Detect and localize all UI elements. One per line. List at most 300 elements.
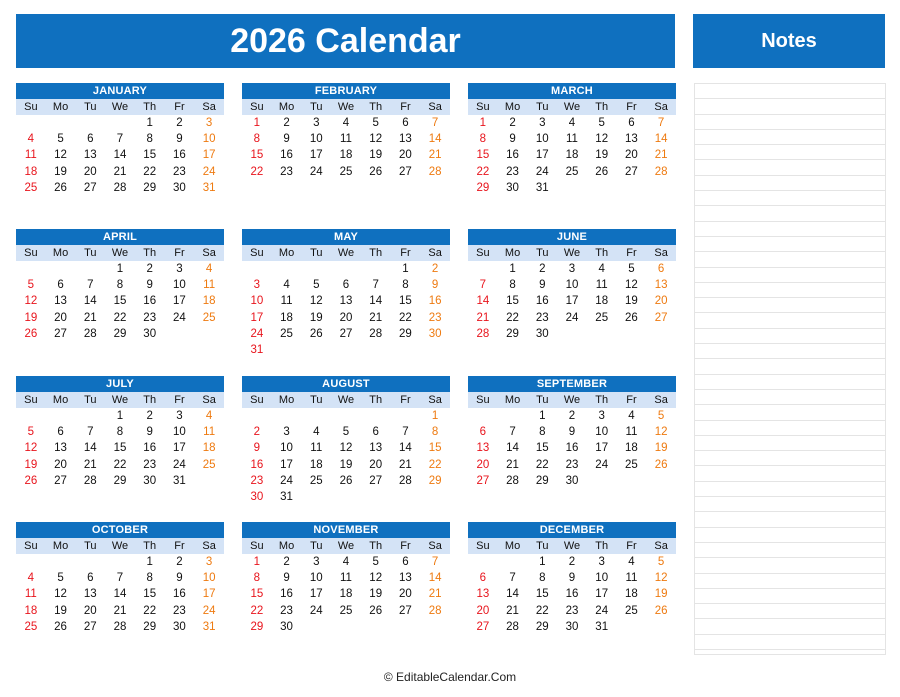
day-cell[interactable]: 4 (313, 426, 320, 439)
day-cell[interactable]: 6 (372, 426, 379, 439)
day-cell[interactable]: 11 (310, 442, 323, 455)
day-cell[interactable]: 9 (176, 572, 183, 585)
day-cell[interactable]: 31 (202, 620, 216, 633)
day-cell[interactable]: 8 (253, 133, 261, 146)
day-cell[interactable]: 19 (369, 149, 383, 162)
day-cell[interactable]: 22 (399, 311, 412, 324)
day-cell[interactable]: 25 (202, 458, 216, 471)
day-cell[interactable]: 22 (250, 604, 264, 617)
day-cell[interactable]: 30 (143, 474, 157, 487)
note-line[interactable] (695, 466, 885, 481)
day-cell[interactable]: 26 (309, 327, 323, 340)
day-cell[interactable]: 28 (83, 474, 97, 487)
day-cell[interactable]: 2 (509, 117, 516, 130)
day-cell[interactable]: 14 (428, 133, 442, 146)
day-cell[interactable]: 9 (253, 442, 261, 455)
day-cell[interactable]: 19 (24, 458, 38, 471)
day-cell[interactable]: 17 (595, 442, 609, 455)
day-cell[interactable]: 22 (143, 604, 157, 617)
day-cell[interactable]: 23 (143, 458, 157, 471)
day-cell[interactable]: 11 (340, 572, 352, 585)
day-cell[interactable]: 9 (509, 133, 516, 146)
day-cell[interactable]: 18 (309, 458, 323, 471)
note-line[interactable] (695, 405, 885, 420)
day-cell[interactable]: 16 (173, 149, 186, 162)
day-cell[interactable]: 1 (116, 410, 124, 423)
note-line[interactable] (695, 482, 885, 497)
day-cell[interactable]: 21 (369, 311, 383, 324)
day-cell[interactable]: 3 (205, 117, 213, 130)
day-cell[interactable]: 15 (113, 442, 127, 455)
day-cell[interactable]: 5 (57, 133, 64, 146)
day-cell[interactable]: 8 (479, 133, 487, 146)
day-cell[interactable]: 24 (280, 474, 293, 487)
day-cell[interactable]: 14 (113, 588, 127, 601)
day-cell[interactable]: 10 (280, 442, 293, 455)
day-cell[interactable]: 29 (476, 181, 490, 194)
day-cell[interactable]: 8 (402, 279, 409, 292)
day-cell[interactable]: 20 (399, 588, 412, 601)
day-cell[interactable]: 28 (113, 620, 127, 633)
footer-copyright[interactable]: © EditableCalendar.Com (383, 670, 517, 684)
note-line[interactable] (695, 252, 885, 267)
day-cell[interactable]: 1 (402, 263, 409, 276)
day-cell[interactable]: 3 (313, 117, 320, 130)
day-cell[interactable]: 19 (625, 295, 638, 308)
day-cell[interactable]: 30 (280, 620, 293, 633)
day-cell[interactable]: 18 (24, 165, 38, 178)
day-cell[interactable]: 24 (202, 604, 216, 617)
day-cell[interactable]: 21 (506, 458, 519, 471)
day-cell[interactable]: 2 (253, 426, 261, 439)
day-cell[interactable]: 2 (431, 263, 439, 276)
day-cell[interactable]: 2 (283, 556, 290, 569)
day-cell[interactable]: 13 (83, 588, 97, 601)
day-cell[interactable]: 30 (565, 474, 579, 487)
day-cell[interactable]: 10 (173, 279, 186, 292)
note-line[interactable] (695, 436, 885, 451)
day-cell[interactable]: 7 (657, 117, 665, 130)
day-cell[interactable]: 7 (509, 572, 516, 585)
day-cell[interactable]: 20 (369, 458, 383, 471)
day-cell[interactable]: 14 (83, 295, 97, 308)
note-line[interactable] (695, 344, 885, 359)
note-line[interactable] (695, 313, 885, 328)
day-cell[interactable]: 26 (24, 327, 38, 340)
day-cell[interactable]: 23 (173, 165, 186, 178)
day-cell[interactable]: 20 (83, 165, 97, 178)
day-cell[interactable]: 17 (202, 588, 216, 601)
day-cell[interactable]: 21 (476, 311, 490, 324)
day-cell[interactable]: 21 (113, 165, 127, 178)
day-cell[interactable]: 24 (250, 327, 264, 340)
day-cell[interactable]: 28 (83, 327, 97, 340)
day-cell[interactable]: 9 (146, 426, 153, 439)
day-cell[interactable]: 22 (476, 165, 490, 178)
day-cell[interactable]: 27 (369, 474, 383, 487)
day-cell[interactable]: 22 (143, 165, 157, 178)
day-cell[interactable]: 7 (372, 279, 379, 292)
day-cell[interactable]: 10 (595, 572, 609, 585)
day-cell[interactable]: 5 (57, 572, 64, 585)
day-cell[interactable]: 7 (402, 426, 409, 439)
day-cell[interactable]: 12 (24, 295, 38, 308)
day-cell[interactable]: 30 (143, 327, 157, 340)
day-cell[interactable]: 13 (654, 279, 668, 292)
day-cell[interactable]: 11 (280, 295, 293, 308)
day-cell[interactable]: 1 (509, 263, 516, 276)
day-cell[interactable]: 28 (506, 620, 519, 633)
day-cell[interactable]: 20 (54, 458, 67, 471)
day-cell[interactable]: 6 (402, 117, 409, 130)
day-cell[interactable]: 16 (506, 149, 519, 162)
day-cell[interactable]: 14 (113, 149, 127, 162)
day-cell[interactable]: 14 (428, 572, 442, 585)
day-cell[interactable]: 22 (250, 165, 264, 178)
day-cell[interactable]: 20 (399, 149, 412, 162)
day-cell[interactable]: 8 (116, 426, 124, 439)
day-cell[interactable]: 4 (598, 263, 605, 276)
day-cell[interactable]: 6 (57, 426, 64, 439)
day-cell[interactable]: 17 (565, 295, 579, 308)
day-cell[interactable]: 5 (372, 117, 379, 130)
note-line[interactable] (695, 84, 885, 99)
day-cell[interactable]: 4 (342, 556, 350, 569)
day-cell[interactable]: 21 (83, 311, 97, 324)
day-cell[interactable]: 12 (595, 133, 609, 146)
note-line[interactable] (695, 604, 885, 619)
day-cell[interactable]: 31 (250, 344, 264, 357)
day-cell[interactable]: 19 (54, 604, 67, 617)
day-cell[interactable]: 24 (309, 165, 323, 178)
day-cell[interactable]: 20 (54, 311, 67, 324)
day-cell[interactable]: 29 (143, 620, 157, 633)
day-cell[interactable]: 21 (428, 149, 442, 162)
day-cell[interactable]: 19 (654, 442, 668, 455)
day-cell[interactable]: 19 (309, 311, 323, 324)
note-line[interactable] (695, 543, 885, 558)
day-cell[interactable]: 3 (253, 279, 261, 292)
day-cell[interactable]: 22 (535, 604, 549, 617)
day-cell[interactable]: 10 (250, 295, 264, 308)
day-cell[interactable]: 21 (83, 458, 97, 471)
day-cell[interactable]: 2 (539, 263, 546, 276)
day-cell[interactable]: 17 (280, 458, 293, 471)
day-cell[interactable]: 1 (116, 263, 124, 276)
day-cell[interactable]: 5 (657, 556, 665, 569)
note-line[interactable] (695, 512, 885, 527)
day-cell[interactable]: 18 (339, 149, 353, 162)
day-cell[interactable]: 30 (250, 491, 264, 504)
day-cell[interactable]: 11 (625, 426, 638, 439)
day-cell[interactable]: 23 (280, 604, 293, 617)
day-cell[interactable]: 4 (205, 263, 213, 276)
day-cell[interactable]: 16 (280, 149, 293, 162)
day-cell[interactable]: 30 (173, 620, 186, 633)
note-line[interactable] (695, 160, 885, 175)
day-cell[interactable]: 13 (476, 588, 490, 601)
day-cell[interactable]: 21 (113, 604, 127, 617)
day-cell[interactable]: 8 (431, 426, 439, 439)
note-line[interactable] (695, 298, 885, 313)
note-line[interactable] (695, 528, 885, 543)
day-cell[interactable]: 9 (283, 572, 290, 585)
day-cell[interactable]: 26 (654, 458, 668, 471)
day-cell[interactable]: 1 (146, 556, 153, 569)
note-line[interactable] (695, 115, 885, 130)
day-cell[interactable]: 7 (431, 117, 439, 130)
day-cell[interactable]: 17 (173, 295, 186, 308)
day-cell[interactable]: 20 (476, 604, 490, 617)
day-cell[interactable]: 12 (369, 133, 383, 146)
day-cell[interactable]: 26 (654, 604, 668, 617)
day-cell[interactable]: 6 (342, 279, 350, 292)
day-cell[interactable]: 12 (54, 149, 67, 162)
day-cell[interactable]: 2 (568, 410, 576, 423)
day-cell[interactable]: 29 (535, 620, 549, 633)
day-cell[interactable]: 2 (176, 117, 183, 130)
day-cell[interactable]: 10 (535, 133, 549, 146)
day-cell[interactable]: 10 (309, 133, 323, 146)
note-line[interactable] (695, 283, 885, 298)
day-cell[interactable]: 12 (309, 295, 323, 308)
day-cell[interactable]: 4 (283, 279, 290, 292)
day-cell[interactable]: 14 (506, 588, 519, 601)
note-line[interactable] (695, 451, 885, 466)
day-cell[interactable]: 2 (146, 410, 153, 423)
day-cell[interactable]: 25 (280, 327, 293, 340)
day-cell[interactable]: 31 (202, 181, 216, 194)
note-line[interactable] (695, 635, 885, 650)
day-cell[interactable]: 28 (399, 474, 412, 487)
day-cell[interactable]: 8 (146, 572, 153, 585)
day-cell[interactable]: 28 (476, 327, 490, 340)
day-cell[interactable]: 12 (369, 572, 383, 585)
day-cell[interactable]: 20 (339, 311, 353, 324)
day-cell[interactable]: 10 (309, 572, 323, 585)
day-cell[interactable]: 11 (595, 279, 608, 292)
day-cell[interactable]: 28 (428, 604, 442, 617)
day-cell[interactable]: 10 (565, 279, 579, 292)
day-cell[interactable]: 17 (309, 149, 323, 162)
day-cell[interactable]: 27 (476, 474, 490, 487)
day-cell[interactable]: 3 (598, 410, 605, 423)
day-cell[interactable]: 18 (625, 442, 638, 455)
day-cell[interactable]: 23 (250, 474, 264, 487)
day-cell[interactable]: 25 (595, 311, 609, 324)
day-cell[interactable]: 14 (399, 442, 412, 455)
day-cell[interactable]: 29 (535, 474, 549, 487)
day-cell[interactable]: 7 (87, 279, 94, 292)
day-cell[interactable]: 4 (27, 572, 35, 585)
day-cell[interactable]: 13 (54, 295, 67, 308)
day-cell[interactable]: 3 (313, 556, 320, 569)
day-cell[interactable]: 21 (399, 458, 412, 471)
day-cell[interactable]: 8 (253, 572, 261, 585)
day-cell[interactable]: 15 (399, 295, 412, 308)
note-line[interactable] (695, 558, 885, 573)
day-cell[interactable]: 3 (598, 556, 605, 569)
day-cell[interactable]: 23 (535, 311, 549, 324)
day-cell[interactable]: 17 (595, 588, 609, 601)
day-cell[interactable]: 11 (566, 133, 578, 146)
day-cell[interactable]: 25 (625, 604, 638, 617)
note-line[interactable] (695, 176, 885, 191)
day-cell[interactable]: 7 (87, 426, 94, 439)
day-cell[interactable]: 7 (116, 133, 124, 146)
day-cell[interactable]: 17 (202, 149, 216, 162)
day-cell[interactable]: 24 (535, 165, 549, 178)
day-cell[interactable]: 9 (568, 572, 576, 585)
day-cell[interactable]: 23 (173, 604, 186, 617)
day-cell[interactable]: 19 (369, 588, 383, 601)
day-cell[interactable]: 16 (535, 295, 549, 308)
day-cell[interactable]: 19 (54, 165, 67, 178)
day-cell[interactable]: 6 (87, 133, 94, 146)
notes-area[interactable] (694, 83, 886, 655)
day-cell[interactable]: 28 (506, 474, 519, 487)
day-cell[interactable]: 15 (113, 295, 127, 308)
day-cell[interactable]: 12 (654, 572, 668, 585)
day-cell[interactable]: 16 (280, 588, 293, 601)
note-line[interactable] (695, 130, 885, 145)
note-line[interactable] (695, 375, 885, 390)
day-cell[interactable]: 3 (539, 117, 546, 130)
day-cell[interactable]: 9 (539, 279, 546, 292)
day-cell[interactable]: 14 (476, 295, 490, 308)
day-cell[interactable]: 29 (113, 474, 127, 487)
day-cell[interactable]: 15 (428, 442, 442, 455)
day-cell[interactable]: 18 (280, 311, 293, 324)
day-cell[interactable]: 12 (654, 426, 668, 439)
note-line[interactable] (695, 99, 885, 114)
day-cell[interactable]: 5 (313, 279, 320, 292)
day-cell[interactable]: 14 (369, 295, 383, 308)
day-cell[interactable]: 30 (535, 327, 549, 340)
day-cell[interactable]: 16 (143, 442, 157, 455)
day-cell[interactable]: 5 (598, 117, 605, 130)
day-cell[interactable]: 20 (476, 458, 490, 471)
day-cell[interactable]: 6 (657, 263, 665, 276)
day-cell[interactable]: 23 (143, 311, 157, 324)
day-cell[interactable]: 13 (369, 442, 383, 455)
day-cell[interactable]: 10 (173, 426, 186, 439)
day-cell[interactable]: 19 (595, 149, 609, 162)
day-cell[interactable]: 22 (113, 311, 127, 324)
day-cell[interactable]: 11 (625, 572, 638, 585)
day-cell[interactable]: 23 (428, 311, 442, 324)
day-cell[interactable]: 18 (565, 149, 579, 162)
day-cell[interactable]: 25 (625, 458, 638, 471)
day-cell[interactable]: 5 (342, 426, 350, 439)
day-cell[interactable]: 1 (539, 410, 546, 423)
day-cell[interactable]: 8 (509, 279, 516, 292)
day-cell[interactable]: 25 (24, 620, 38, 633)
day-cell[interactable]: 15 (506, 295, 519, 308)
day-cell[interactable]: 18 (339, 588, 353, 601)
day-cell[interactable]: 18 (202, 295, 216, 308)
day-cell[interactable]: 14 (83, 442, 97, 455)
day-cell[interactable]: 14 (506, 442, 519, 455)
day-cell[interactable]: 1 (253, 117, 261, 130)
note-line[interactable] (695, 421, 885, 436)
day-cell[interactable]: 9 (431, 279, 439, 292)
day-cell[interactable]: 4 (628, 556, 635, 569)
day-cell[interactable]: 27 (83, 620, 97, 633)
day-cell[interactable]: 16 (143, 295, 157, 308)
day-cell[interactable]: 11 (340, 133, 352, 146)
day-cell[interactable]: 23 (506, 165, 519, 178)
day-cell[interactable]: 26 (625, 311, 638, 324)
day-cell[interactable]: 3 (176, 410, 183, 423)
day-cell[interactable]: 1 (253, 556, 261, 569)
day-cell[interactable]: 19 (654, 588, 668, 601)
day-cell[interactable]: 20 (83, 604, 97, 617)
day-cell[interactable]: 29 (250, 620, 264, 633)
day-cell[interactable]: 13 (339, 295, 353, 308)
day-cell[interactable]: 6 (628, 117, 635, 130)
day-cell[interactable]: 21 (428, 588, 442, 601)
day-cell[interactable]: 29 (113, 327, 127, 340)
day-cell[interactable]: 1 (431, 410, 439, 423)
note-line[interactable] (695, 497, 885, 512)
day-cell[interactable]: 13 (399, 572, 412, 585)
day-cell[interactable]: 16 (565, 442, 579, 455)
day-cell[interactable]: 24 (173, 311, 186, 324)
day-cell[interactable]: 22 (113, 458, 127, 471)
day-cell[interactable]: 29 (428, 474, 442, 487)
day-cell[interactable]: 10 (202, 133, 216, 146)
day-cell[interactable]: 13 (54, 442, 67, 455)
day-cell[interactable]: 17 (535, 149, 549, 162)
day-cell[interactable]: 26 (24, 474, 38, 487)
day-cell[interactable]: 23 (565, 458, 579, 471)
day-cell[interactable]: 27 (654, 311, 668, 324)
day-cell[interactable]: 26 (339, 474, 353, 487)
day-cell[interactable]: 30 (506, 181, 519, 194)
day-cell[interactable]: 28 (113, 181, 127, 194)
day-cell[interactable]: 15 (535, 442, 549, 455)
day-cell[interactable]: 20 (654, 295, 668, 308)
day-cell[interactable]: 8 (539, 426, 546, 439)
day-cell[interactable]: 4 (27, 133, 35, 146)
note-line[interactable] (695, 619, 885, 634)
day-cell[interactable]: 12 (339, 442, 353, 455)
day-cell[interactable]: 24 (173, 458, 186, 471)
note-line[interactable] (695, 574, 885, 589)
day-cell[interactable]: 27 (83, 181, 97, 194)
day-cell[interactable]: 22 (428, 458, 442, 471)
day-cell[interactable]: 15 (250, 588, 264, 601)
day-cell[interactable]: 25 (339, 604, 353, 617)
day-cell[interactable]: 15 (535, 588, 549, 601)
day-cell[interactable]: 23 (565, 604, 579, 617)
day-cell[interactable]: 7 (479, 279, 487, 292)
day-cell[interactable]: 3 (568, 263, 576, 276)
day-cell[interactable]: 17 (309, 588, 323, 601)
day-cell[interactable]: 6 (402, 556, 409, 569)
day-cell[interactable]: 25 (309, 474, 323, 487)
day-cell[interactable]: 20 (625, 149, 638, 162)
day-cell[interactable]: 11 (24, 588, 37, 601)
day-cell[interactable]: 29 (399, 327, 412, 340)
day-cell[interactable]: 11 (24, 149, 37, 162)
day-cell[interactable]: 2 (176, 556, 183, 569)
day-cell[interactable]: 31 (280, 491, 293, 504)
day-cell[interactable]: 6 (479, 572, 487, 585)
day-cell[interactable]: 3 (176, 263, 183, 276)
day-cell[interactable]: 18 (625, 588, 638, 601)
